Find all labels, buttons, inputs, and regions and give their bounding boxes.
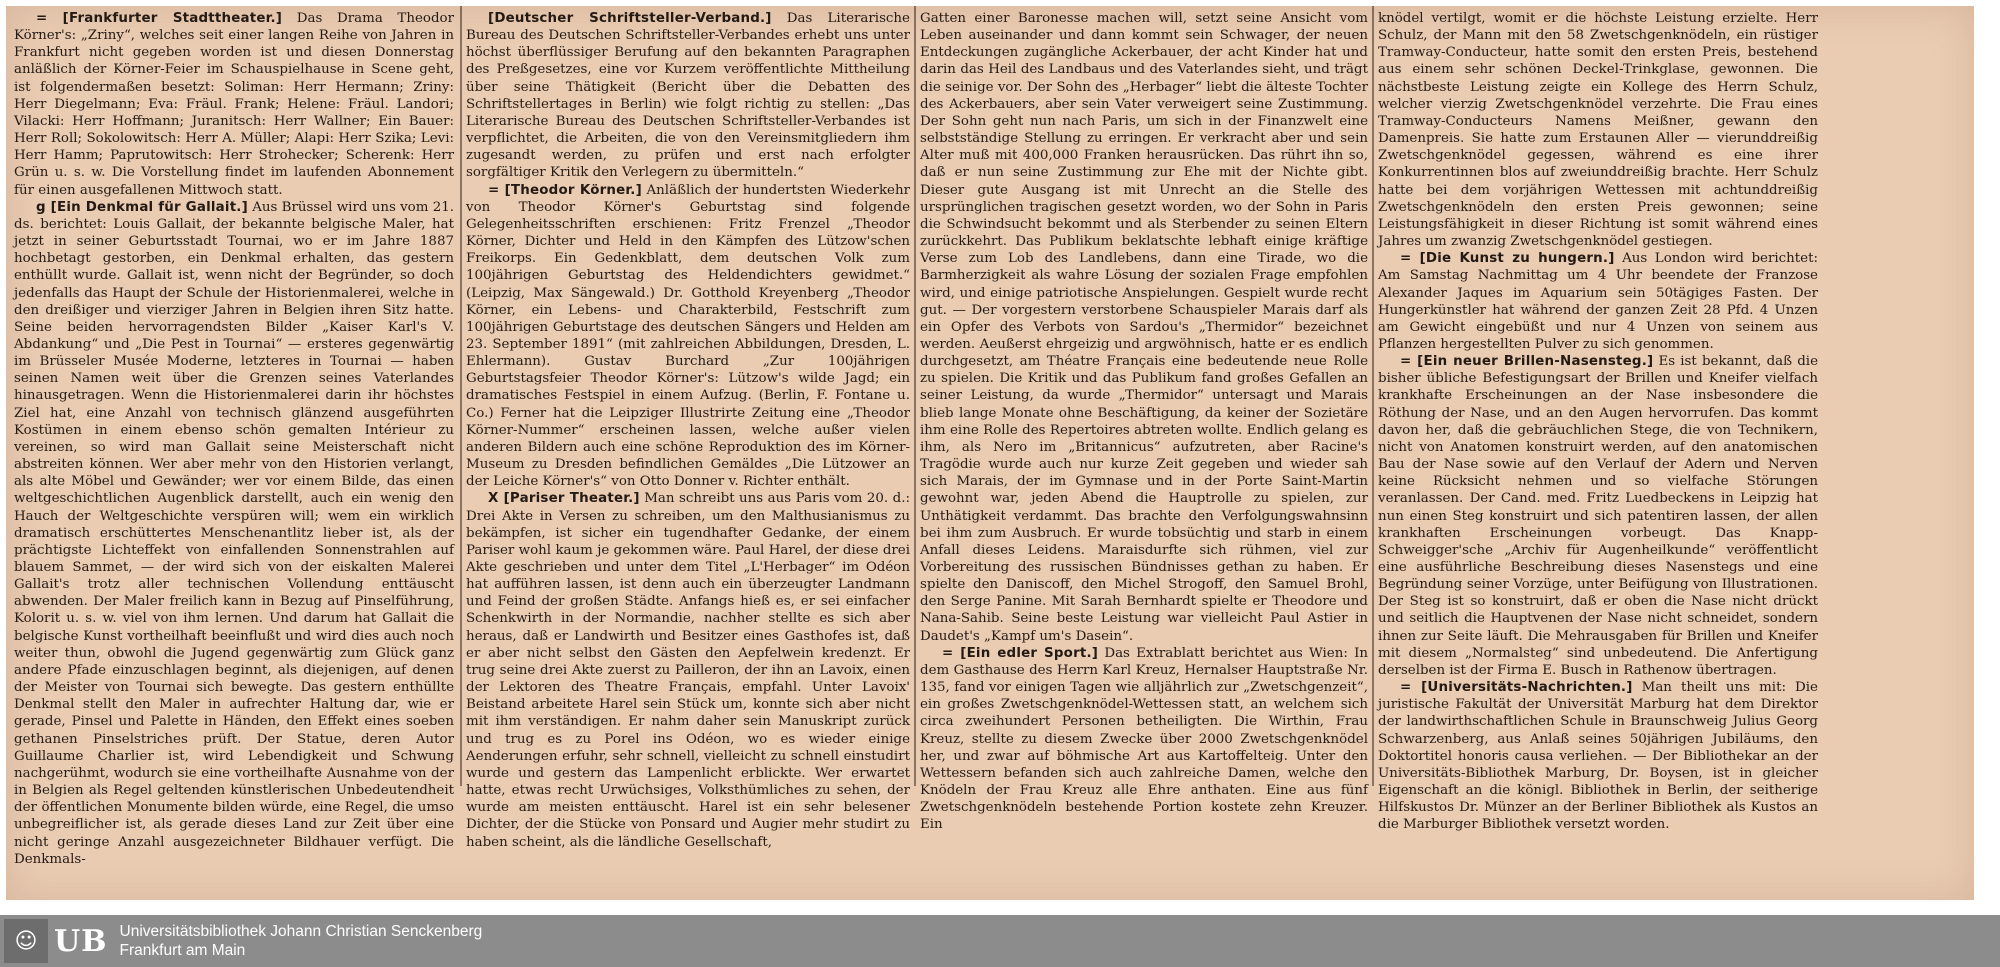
library-footer	[0, 915, 2000, 967]
article-body: Das Extrablatt berichtet aus Wien: In dem Gasthause des Herrn Karl Kreuz, Hernalser Hauptstraße Nr. 135, fand vor einigen Tagen wie alljährlich zur „Zwetschgenzeit“, ein großes Zwetschgenknödel-Wettessen statt, an welchem sich circa zweihundert Personen betheiligten. Die Wirthin, Frau Kreuz, stellte zu diesem Zwecke über 2000 Zwetschgenknödel her, und zwar auf böhmische Art aus Kartoffelteig. Unter den Wettessern befanden sich auch zahlreiche Damen, welche den Knödeln der Frau Kreuz alle Ehre anthaten. Eine aus fünf Zwetschgenknödeln bestehende Portion kostete zehn Kreuzer. Ein	[920, 645, 1368, 833]
article-body: Das Drama Theodor Körner's: „Zriny“, welches seit einer langen Reihe von Jahren in Frankfurt nicht gegeben worden ist und diesen Donnerstag anläßlich der Körner-Feier im Schauspielhause in Scene geht, ist folgendermaßen besetzt: Soliman: Herr Hermann; Zriny: Herr Diegelmann; Eva: Fräul. Frank; Helene: Fräul. Landori; Vilacki: Herr Hoffmann; Juranitsch: Herr Wallner; Ein Bauer: Herr Roll; Sokolowitsch: Herr A. Müller; Alapi: Herr Szika; Levi: Herr Hamm; Paprutowitsch: Herr Strohecker; Scherenk: Herr Grün u. s. w. Die Vorstellung findet im laufenden Abonnement für einen ausgefallenen Mittwoch statt.	[14, 11, 455, 198]
article-heading: = [Die Kunst zu hungern.]	[1400, 251, 1615, 267]
article-body: Man theilt uns mit: Die juristische Fakultät der Universität Marburg hat dem Direktor der landwirthschaftlichen Schule in Braunschweig Julius Georg Schwarzenberg, aus Anlaß seines 50jährigen Jubiläums, den Doktortitel honoris causa verliehen. — Der Bibliothekar an der Universitäts-Bibliothek Marburg, Dr. Boysen, ist in gleicher Eigenschaft an die königl. Bibliothek in Berlin, der seitherige Hilfskustos Dr. Münzer an der Berliner Bibliothek als Kustos an die Marburger Bibliothek versetzt worden.	[1378, 680, 1818, 833]
logo-text: UB	[54, 923, 108, 959]
article-body: Aus Brüssel wird uns vom 21. ds. berichtet: Louis Gallait, der bekannte belgische Maler, hat jetzt in seiner Geburtsstadt Tournai, wo er im Jahre 1887 hochbetagt gestorben, ein Denkmal erhalten, das gestern enthüllt wurde. Gallait ist, wenn nicht der Begründer, so doch jedenfalls das Haupt der Schule der Historienmalerei, welche in den dreißiger und vierziger Jahren in Belgien ihren Sitz hatte. Seine beiden hervorragendsten Bilder „Kaiser Karl's V. Abdankung“ und „Die Pest in Tournai“ — ersteres gegenwärtig im Brüsseler Musée Moderne, letzteres in Tournai — haben seinen Namen weit über die Grenzen seines Vaterlandes hinausgetragen. Wenn die Historienmalerei darin ihr höchstes Ziel hat, eine Anzahl von technisch glänzend ausgeführten Kostümen in einem ebenso schön gemalten Intérieur zu vereinen, so wird man Gallait seine Meisterschaft nicht abstreiten können. Wer aber mehr von den Historien verlangt, als alte Möbel und Gewänder; wer vor einem Bilde, das einen weltgeschichtlichen Augenblick darstellt, auch ein wenig den Hauch der Weltgeschichte verspüren will; wem ein wirklich dramatisch erschüttertes Menschenantlitz lieber ist, als der prächtigste Lichteffekt von einfallenden Sonnenstrahlen auf blauem Sammet, — der wird sich von der eiskalten Malerei Gallait's trotz aller technischen Vollendung enttäuscht abwenden. Der Maler freilich kann in Bezug auf Pinselführung, Kolorit u. s. w. viel von ihm lernen. Und darum hat Gallait die belgische Kunst vortheilhaft beeinflußt und wird dies auch noch weiter thun, obwohl die Jugend gegenwärtig zum Glück ganz andere Pfade einzuschlagen beginnt, als diejenigen, auf denen der Meister von Tournai sich bewegte. Das gestern enthüllte Denkmal stellt den Maler in aufrechter Haltung dar, wie er gerade, Pinsel und Palette in Händen, den Effekt eines soeben gethanen Pinselstriches prüft. Der Statue, deren Autor Guillaume Charlier ist, wird Lebendigkeit und Schwung nachgerühmt, wodurch sie eine vortheilhafte Ausnahme von der in Belgien als Regel geltenden künstlerischen Unbedeutendheit der öffentlichen Monumente bilden würde, eine Regel, die umso unbegreiflicher ist, als gerade dieses Land zur Zeit über eine nicht geringe Anzahl ausgezeichneter Bildhauer verfügt. Die Denkmals-	[14, 199, 454, 867]
article-body: Das Literarische Bureau des Deutschen Schriftsteller-Verbandes erhebt uns unter höchst überflüssiger Berufung auf den bekannten Paragraphen des Preßgesetzes, eine vor Kurzem veröffentlichte Mittheilung über seine Thätigkeit (Bericht über die Debatten des Schriftstellertages in Berlin) wie folgt richtig zu stellen: „Das Literarische Bureau des Deutschen Schriftsteller-Verbandes ist verpflichtet, die Arbeiten, die von den Vereinsmitgliedern ihm zugesandt werden, zu prüfen und erst nach erfolgter sorgfältiger Kritik den Verlegern zu übermitteln.“	[466, 11, 910, 181]
article	[466, 10, 910, 182]
article-body: Gatten einer Baronesse machen will, setzt seine Ansicht vom Leben auseinander und dann kommt sein Schwager, der neuen Entdeckungen zugängliche Ackerbauer, der acht Kinder hat und darin das Heil des Landbaus und des Vaterlandes sieht, und trägt die seinige vor. Der Sohn des „Herbager“ liebt die älteste Tochter des Ackerbauers, aber sein Vater verweigert seine Zustimmung. Der Sohn geht nun nach Paris, um sich in der Finanzwelt eine selbstständige Stellung zu erringen. Er verkracht aber und sein Alter muß mit 400,000 Franken herausrücken. Das rührt ihn so, daß er nun seine Zustimmung zur Ehe mit der Nichte gibt. Dieser gute Ausgang ist mit Unrecht an die Stelle des ursprünglichen tragischen gesetzt worden, wo der Sohn in Paris die Schwindsucht bekommt und als Sterbender zu seinen Eltern zurückkehrt. Das Publikum beklatschte lebhaft einige kräftige Verse zum Lob des Landlebens, dann eine Tirade, wo die Barmherzigkeit als wahre Lösung der sozialen Frage empfohlen wird, und einige patriotische Anspielungen. Gespielt wurde recht gut. — Der vorgestern verstorbene Schauspieler Marais darf als ein Opfer des Verbots von Sardou's „Thermidor“ bezeichnet werden. Aeußerst ehrgeizig und argwöhnisch, hatte er es endlich durchgesetzt, am Théatre Français eine bedeutende neue Rolle zu spielen. Die Kritik und das Publikum fand großes Gefallen an seiner Leistung, da wurde „Thermidor“ untersagt und Marais blieb lange Monate ohne Beschäftigung, da keiner der Sozietäre ihm eine Rolle des Repertoires abtreten wollte. Endlich gelang es ihm, als Nero im „Britannicus“ aufzutreten, aber Racine's Tragödie wurde auch nur kurze Zeit gegeben und wieder sah sich Marais, der im Gymnase und in der Porte Saint-Martin gewohnt war, jeden Abend die Hauptrolle zu spielen, zur Unthätigkeit verdammt. Das brachte den Verfolgungswahnsinn bei ihm zum Ausbruch. Er wurde tobsüchtig und starb in einem Anfall dieses Leidens. Maraisdurfte sich rühmen, viel zur Vorbereitung des russischen Bündnisses gethan zu haben. Er spielte den Daniscoff, den Michel Strogoff, den Samuel Brohl, den Serge Panine. Mit Sarah Bernhardt spielte er Theodore und Nana-Sahib. Seine beste Leistung war vielleicht Paul Astier in Daudet's „Kampf um's Dasein“.	[920, 11, 1368, 644]
article-heading: = [Theodor Körner.]	[488, 182, 642, 198]
article-body: Es ist bekannt, daß die bisher übliche Befestigungsart der Brillen und Kneifer vielfach krankhafte Erscheinungen an der Nase insbesondere die Röthung der Nase, und an den Augen hervorrufen. Das kommt davon her, daß die gebräuchlichen Stege, die von Technikern, nicht von Anatomen konstruirt werden, auf den anatomischen Bau der Nase sowie auf den Verlauf der Adern und Nerven keine Rücksicht nehmen und so vielfache Störungen veranlassen. Der Cand. med. Fritz Luedbeckens in Leipzig hat nun einen Steg konstruirt und sich patentiren lassen, der allen krankhaften Erscheinungen vorbeugt. Das Knapp-Schweigger'sche „Archiv für Augenheilkunde“ veröffentlicht eine ausführliche Beschreibung dieses Nasenstegs und eine Begründung seiner Vorzüge, unter Beifügung von Illustrationen. Der Steg ist so konstruirt, daß er oben die Nase nicht drückt und seitlich die Hauptvenen der Nase nicht schneidet, sondern ihnen zur Seite läuft. Die Mehrausgaben für Brillen und Kneifer mit diesem „Normalsteg“ sind unbedeutend. Die Anfertigung derselben ist der Firma E. Busch in Rathenow übertragen.	[1378, 354, 1819, 678]
column-rule	[460, 6, 462, 786]
article	[14, 199, 454, 868]
text-column-1	[14, 10, 455, 867]
article	[920, 645, 1368, 834]
institution-name	[120, 922, 483, 960]
article-heading: g [Ein Denkmal für Gallait.]	[36, 199, 248, 215]
column-rule	[914, 6, 916, 786]
institution-line-1: Universitätsbibliothek Johann Christian Senckenberg	[119, 923, 483, 940]
article	[1378, 679, 1818, 833]
article-continuation	[1378, 10, 1818, 250]
article-heading: = [Universitäts-Nachrichten.]	[1400, 680, 1633, 696]
article	[1378, 353, 1818, 679]
article-heading: = [Ein neuer Brillen-Nasensteg.]	[1400, 354, 1654, 370]
article-body: Anläßlich der hundertsten Wiederkehr von Theodor Körner's Geburtstag sind folgende Gelegenheitsschriften erschienen: Fritz Frenzel „Theodor Körner, Dichter und Held in den Kämpfen des Lützow'schen Freikorps. Ein Gedenkblatt, dem deutschen Volk zum 100jährigen Geburtstag des Heldendichters gewidmet.“ (Leipzig, Max Sängewald.) Dr. Gotthold Kreyenberg „Theodor Körner, ein Lebens- und Charakterbild, Festschrift zum 100jährigen Geburtstage des deutschen Sängers und Helden am 23. September 1891“ (mit zahlreichen Abbildungen, Dresden, L. Ehlermann). Gustav Burchard „Zur 100jährigen Geburtstagsfeier Theodor Körner's: Lützow's wilde Jagd; ein dramatisches Festspiel in einem Aufzug. (Berlin, F. Fontane u. Co.) Ferner hat die Leipziger Illustrirte Zeitung eine „Theodor Körner-Nummer“ erscheinen lassen, welche außer vielen anderen Bildern auch eine schöne Reproduktion des im Körner-Museum zu Dresden befindlichen Gemäldes „Die Lützower an der Leiche Körner's“ von Otto Donner v. Richter enthält.	[466, 182, 911, 490]
article-body: knödel vertilgt, womit er die höchste Leistung erzielte. Herr Schulz, der Mann mit den 58 Zwetschgenknödeln, ein rüstiger Tramway-Conducteur, hatte somit den ersten Preis, bestehend aus einem sehr schönen Deckel-Trinkglase, gewonnen. Die nächstbeste Leistung zeigte ein Kollege des Herrn Schulz, welcher vierzig Zwetschgenknödel verzehrte. Die Frau eines Tramway-Conducteurs Namens Meißner, gewann den Damenpreis. Sie hatte zum Erstaunen Aller — vierunddreißig Zwetschgenknödel gegessen, während es eine ihrer Konkurrentinnen blos auf zweiunddreißig brachte. Herr Schulz hatte bei dem vorjährigen Wettessen mit achtunddreißig Zwetschgenknödeln den ersten Preis gewonnen; seine Leistungsfähigkeit in dieser Richtung ist somit während eines Jahres um zwanzig Zwetschgenknödel gestiegen.	[1378, 11, 1818, 250]
article	[466, 182, 910, 491]
text-column-3	[920, 10, 1368, 833]
article-body: Aus London wird berichtet: Am Samstag Nachmittag um 4 Uhr beendete der Franzose Alexander Jaques im Aquarium sein 50tägiges Fasten. Der Hungerkünstler hat während der ganzen Zeit 28 Pfd. 4 Unzen am Gewicht eingebüßt und nur 4 Unzen von seinem aus Pflanzen hergestellten Pulver zu sich genommen.	[1378, 251, 1818, 352]
institution-line-2: Frankfurt am Main	[119, 942, 246, 959]
text-column-4	[1378, 10, 1819, 833]
article-heading: [Deutscher Schriftsteller-Verband.]	[488, 11, 772, 26]
portrait-icon: ☺	[4, 919, 48, 963]
article	[1378, 250, 1818, 353]
article-body: Man schreibt uns aus Paris vom 20. d.: Drei Akte in Versen zu schreiben, um den Malthusianismus zu bekämpfen, ist sicher ein tugendhafter Gedanke, der einem Pariser wohl kaum je gekommen wäre. Paul Harel, der diese drei Akte geschrieben und unter dem Titel „L'Herbager“ im Odéon hat aufführen lassen, ist denn auch ein überzeugter Landmann und Feind der großen Städte. Anfangs hieß es, er sei einfacher Schenkwirth in der Normandie, nachher stellte es sich aber heraus, daß er Landwirth und Besitzer eines Gasthofes ist, daß er aber nicht selbst den Gästen den Aepfelwein kredenzt. Er trug seine drei Akte zuerst zu Pailleron, der ihn an Lavoix, einen der Lektoren des Theatre Français, empfahl. Unter Lavoix' Beistand arbeitete Harel sein Stück um, konnte sich aber nicht mit ihm verständigen. Er nahm daher sein Manuskript zurück und trug es zu Porel ins Odéon, wo es wieder einige Aenderungen erfuhr, sehr schnell, vielleicht zu schnell einstudirt wurde und gestern das Lampenlicht erblickte. Wer erwartet hatte, etwas recht Urwüchsiges, Volksthümliches zu sehen, der wurde am meisten enttäuscht. Harel ist ein sehr belesener Dichter, der die Stücke von Ponsard und Augier mehr studirt zu haben scheint, als die ländliche Gesellschaft,	[466, 491, 910, 850]
article-heading: = [Ein edler Sport.]	[942, 645, 1099, 661]
article	[14, 10, 454, 199]
article-continuation	[920, 10, 1368, 645]
article-heading: X [Pariser Theater.]	[488, 491, 640, 507]
text-column-2	[466, 10, 911, 850]
column-rule	[1372, 6, 1374, 786]
ub-logo[interactable]	[4, 919, 108, 963]
article-heading: = [Frankfurter Stadttheater.]	[36, 11, 283, 26]
article	[466, 490, 910, 850]
